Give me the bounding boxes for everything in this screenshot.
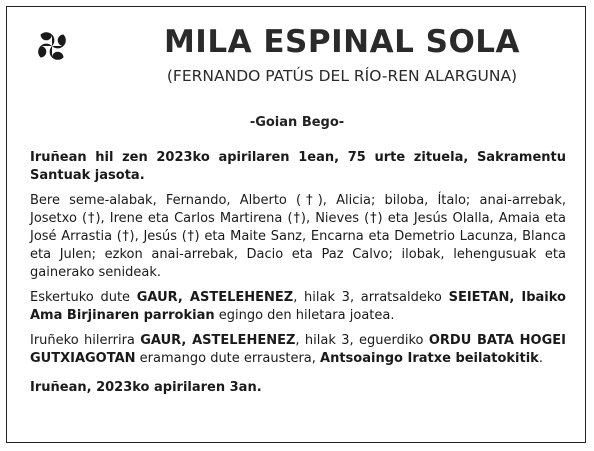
- motto: -Goian Bego-: [249, 115, 345, 130]
- obituary-body: [30, 149, 566, 404]
- deceased-name: MILA ESPINAL SOLA: [163, 24, 521, 60]
- funeral-notice: Eskertuko dute GAUR, ASTELEHENEZ, hilak 3, arratsaldeko SEIETAN, Ibaiko Ama Birjinaren parrokian egingo den hiletara joatea.: [30, 290, 566, 323]
- death-announcement: Iruñean hil zen 2023ko apirilaren 1ean, 75 urte zituela, Sakramentu Santuak jasota.: [30, 150, 566, 183]
- widow-of-subtitle: (FERNANDO PATÚS DEL RÍO-REN ALARGUNA): [166, 67, 518, 85]
- place-date: Iruñean, 2023ko apirilaren 3an.: [30, 380, 262, 395]
- family-list: Bere seme-alabak, Fernando, Alberto (†), Alicia; biloba, Ítalo; anai-arrebak, Josetxo (†), Irene eta Carlos Martirena (†), Nieves (†) eta Jesús Olalla, Amaia eta José Arrastia (†), Jesús (†) eta Maite Sanz, Encarna eta Demetrio Lacunza, Blanca eta Julen; ezkon anai-arrebak, Dacio eta Paz Calvo; ilobak, lehengusuak eta gainerako senideak.: [30, 193, 566, 280]
- cremation-notice: Iruñeko hilerrira GAUR, ASTELEHENEZ, hilak 3, eguerdiko ORDU BATA HOGEI GUTXIAGOTAN eramango dute erraustera, Antsoaingo Iratxe beilatokitik.: [30, 333, 566, 366]
- lauburu-icon: [30, 24, 74, 68]
